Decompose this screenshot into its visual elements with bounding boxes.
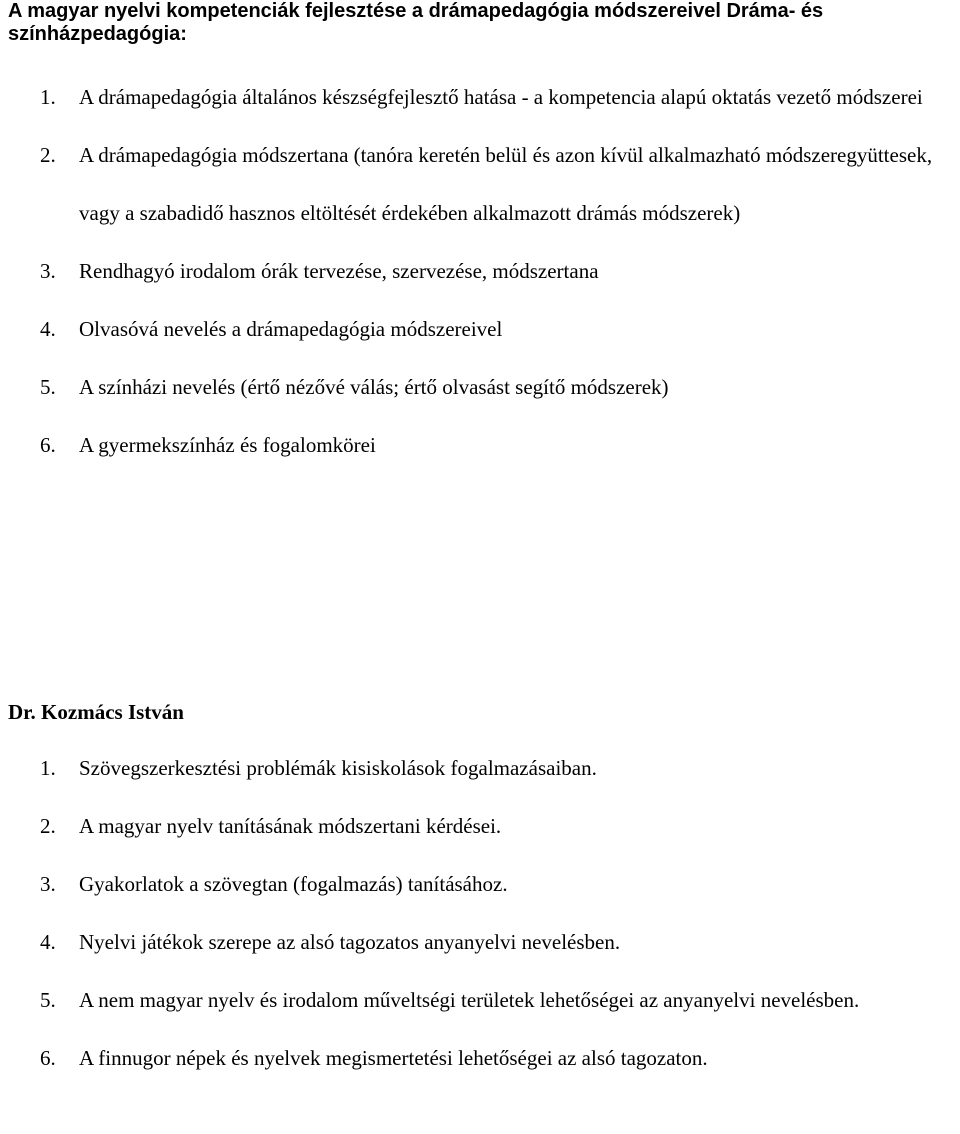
list-item bbox=[0, 242, 960, 300]
list-item bbox=[0, 1029, 960, 1087]
item-number: 5. bbox=[40, 375, 56, 399]
item-number: 2. bbox=[40, 143, 56, 167]
list-item bbox=[0, 126, 960, 242]
item-number: 6. bbox=[40, 433, 56, 457]
topic-list bbox=[0, 68, 960, 474]
item-text: Szövegszerkesztési problémák kisiskolások fogalmazásaiban. bbox=[79, 756, 597, 780]
item-text: A színházi nevelés (értő nézővé válás; értő olvasást segítő módszerek) bbox=[79, 375, 669, 399]
list-item bbox=[0, 913, 960, 971]
list-item bbox=[0, 416, 960, 474]
item-number: 1. bbox=[40, 85, 56, 109]
item-number: 2. bbox=[40, 814, 56, 838]
section-heading: A magyar nyelvi kompetenciák fejlesztése a drámapedagógia módszereivel Dráma- és színházpedagógia: bbox=[8, 0, 824, 45]
item-text: Nyelvi játékok szerepe az alsó tagozatos anyanyelvi nevelésben. bbox=[79, 930, 621, 954]
item-number: 3. bbox=[40, 872, 56, 896]
list-item bbox=[0, 68, 960, 126]
item-number: 4. bbox=[40, 930, 56, 954]
list-item bbox=[0, 971, 960, 1029]
item-text: A drámapedagógia általános készségfejlesztő hatása - a kompetencia alapú oktatás vezető módszerei bbox=[79, 85, 923, 109]
item-text: A drámapedagógia módszertana (tanóra keretén belül és azon kívül alkalmazható módszeregyüttesek, vagy a szabadidő hasznos eltöltését érdekében alkalmazott drámás módszerek) bbox=[79, 143, 933, 225]
list-item bbox=[0, 855, 960, 913]
item-number: 5. bbox=[40, 988, 56, 1012]
list-item bbox=[0, 300, 960, 358]
item-text: A gyermekszínház és fogalomkörei bbox=[79, 433, 376, 457]
list-item bbox=[0, 797, 960, 855]
list-item bbox=[0, 358, 960, 416]
item-text: A nem magyar nyelv és irodalom műveltségi területek lehetőségei az anyanyelvi nevelésben. bbox=[79, 988, 860, 1012]
topic-list bbox=[0, 739, 960, 1087]
item-number: 3. bbox=[40, 259, 56, 283]
item-number: 6. bbox=[40, 1046, 56, 1070]
item-number: 4. bbox=[40, 317, 56, 341]
item-text: A magyar nyelv tanításának módszertani kérdései. bbox=[79, 814, 502, 838]
item-number: 1. bbox=[40, 756, 56, 780]
item-text: Gyakorlatok a szövegtan (fogalmazás) tanításához. bbox=[79, 872, 508, 896]
author-heading: Dr. Kozmács István bbox=[8, 700, 184, 724]
item-text: Olvasóvá nevelés a drámapedagógia módszereivel bbox=[79, 317, 503, 341]
list-item bbox=[0, 739, 960, 797]
item-text: A finnugor népek és nyelvek megismertetési lehetőségei az alsó tagozaton. bbox=[79, 1046, 708, 1070]
item-text: Rendhagyó irodalom órák tervezése, szervezése, módszertana bbox=[79, 259, 599, 283]
